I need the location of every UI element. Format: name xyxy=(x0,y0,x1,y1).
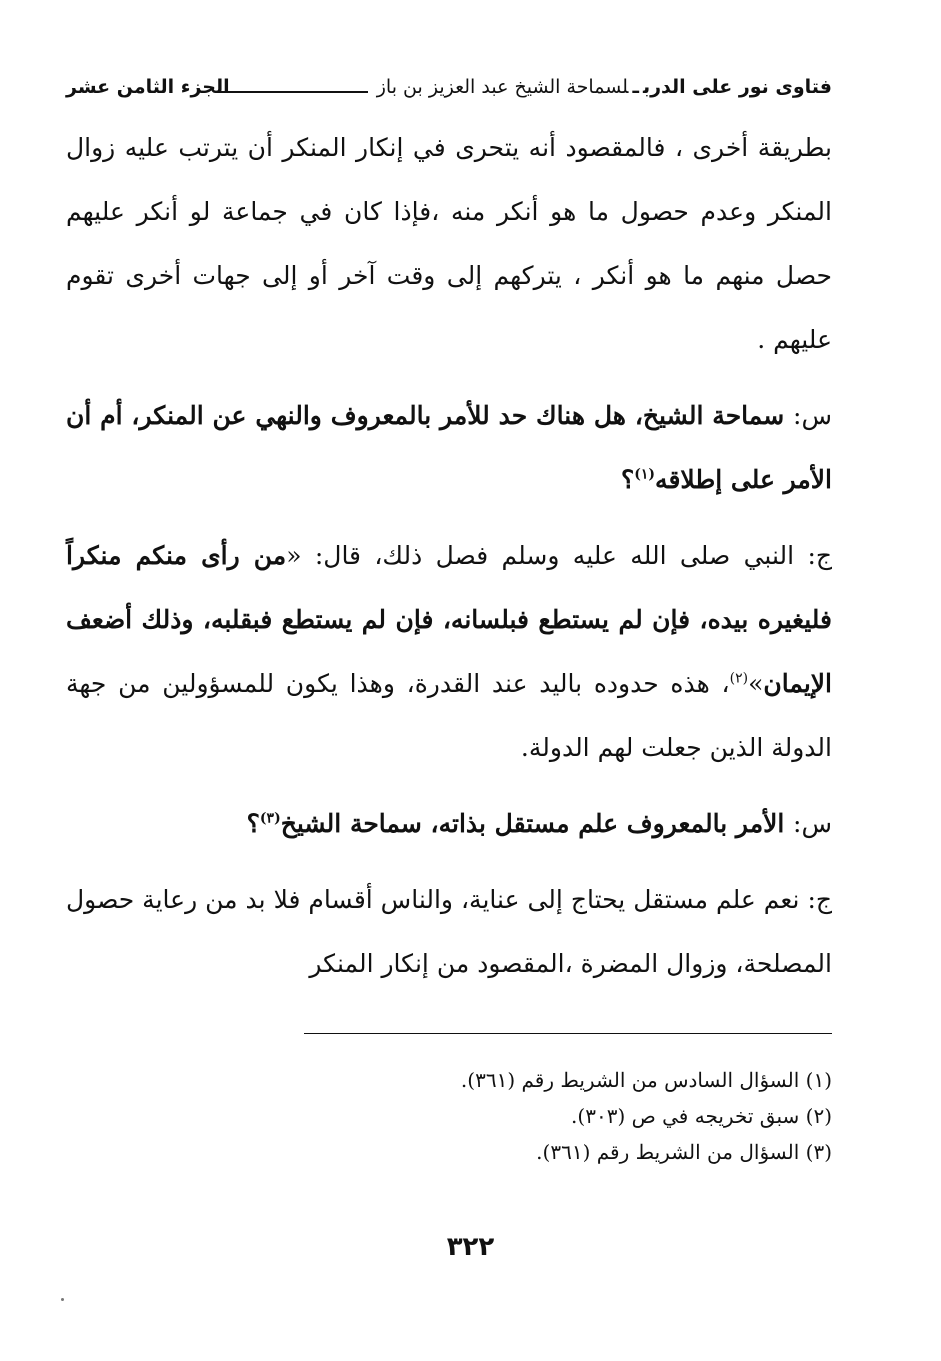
question-2 xyxy=(66,792,832,856)
question-marker: س: xyxy=(793,401,832,430)
question-1-mark: ؟ xyxy=(620,465,635,494)
header-title-group xyxy=(377,76,832,98)
question-1 xyxy=(66,384,832,512)
hadith-quote: من رأى منكم منكراً فليغيره بيده، فإن لم يستطع فبلسانه، فإن لم يستطع فبقلبه، وذلك أضعف الإيمان xyxy=(66,541,832,698)
footnote-separator xyxy=(304,1033,832,1034)
paragraph-continuation: بطريقة أخرى ، فالمقصود أنه يتحرى في إنكار المنكر أن يترتب عليه زوال المنكر وعدم حصول ما هو أنكر منه ،فإذا كان في جماعة لو أنكر عليهم حصل منهم ما هو أنكر ، يتركهم إلى وقت آخر أو إلى جهات أخرى تقوم عليهم . xyxy=(66,133,832,354)
header-separator: ـ xyxy=(632,76,639,98)
footnote-2: (٢) سبق تخريجه في ص (٣٠٣). xyxy=(571,1104,832,1128)
question-2-text: الأمر بالمعروف علم مستقل بذاته، سماحة الشيخ xyxy=(280,809,785,838)
footnote-ref-3: (٣) xyxy=(259,810,281,827)
footnote-1: (١) السؤال السادس من الشريط رقم (٣٦١). xyxy=(460,1068,832,1092)
answer-1-rest: ، هذه حدوده باليد عند القدرة، وهذا يكون للمسؤولين من جهة الدولة الذين جعلت لهم الدولة. xyxy=(66,669,832,762)
header-subtitle: لسماحة الشيخ عبد العزيز بن باز xyxy=(376,76,629,98)
question-2-mark: ؟ xyxy=(246,809,260,838)
answer-2 xyxy=(66,868,832,996)
answer-1 xyxy=(66,524,832,780)
volume-label: الجزء الثامن عشر xyxy=(66,76,230,98)
book-page xyxy=(66,72,832,996)
footnotes xyxy=(192,1062,832,1170)
question-1-text: سماحة الشيخ، هل هناك حد للأمر بالمعروف والنهي عن المنكر، أم أن الأمر على إطلاقه xyxy=(66,401,832,494)
footnote-3: (٣) السؤال من الشريط رقم (٣٦١). xyxy=(536,1140,832,1164)
header-rule xyxy=(216,91,368,93)
main-text xyxy=(66,116,832,996)
page-number: ٣٢٢ xyxy=(446,1232,495,1262)
answer-marker: ج: xyxy=(807,541,832,570)
footnote-ref-2: (٢) xyxy=(729,670,749,687)
footnote-ref-1: (١) xyxy=(634,466,656,483)
hadith-quote-close: » xyxy=(748,669,764,698)
answer-marker: ج: xyxy=(807,885,832,914)
answer-1-intro: النبي صلى الله عليه وسلم فصل ذلك، قال: « xyxy=(286,541,795,570)
question-marker: س: xyxy=(793,809,832,838)
scan-speck xyxy=(61,1298,64,1301)
running-header xyxy=(66,72,832,108)
answer-2-text: نعم علم مستقل يحتاج إلى عناية، والناس أقسام فلا بد من رعاية حصول المصلحة، وزوال المضرة ،المقصود من إنكار المنكر xyxy=(66,885,832,978)
book-title: فتاوى نور على الدرب xyxy=(642,76,832,98)
